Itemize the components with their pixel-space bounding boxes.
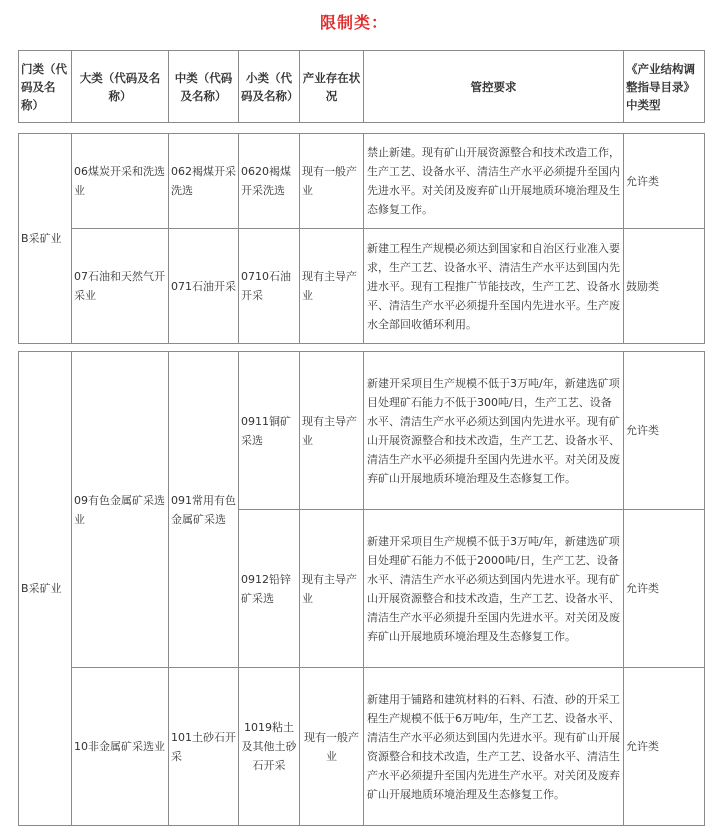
catalog-cell: 允许类	[624, 352, 705, 510]
status-cell: 现有一般产业	[300, 134, 364, 229]
table-row	[19, 352, 705, 510]
header-xiao: 小类（代码及名称）	[239, 51, 300, 123]
header-catalog: 《产业结构调整指导目录》中类型	[624, 51, 705, 123]
header-zhong: 中类（代码及名称）	[169, 51, 239, 123]
xiao-cell: 0912铅锌矿采选	[239, 510, 300, 668]
control-cell: 新建工程生产规模必须达到国家和自治区行业准入要求，生产工艺、设备水平、清洁生产水平达到国内先进水平。现有工程推广节能技改，生产工艺、设备水平、清洁生产水平必须提升至国内先进水平。生产废水全部回收循环利用。	[364, 229, 624, 344]
status-cell: 现有一般产业	[300, 668, 364, 826]
xiao-cell: 0710石油开采	[239, 229, 300, 344]
catalog-cell: 允许类	[624, 668, 705, 826]
table-row	[19, 134, 705, 229]
table-metal-nonmetal	[18, 351, 705, 826]
da-cell: 09有色金属矿采选业	[72, 352, 169, 668]
zhong-cell: 101土砂石开采	[169, 668, 239, 826]
header-control: 管控要求	[364, 51, 624, 123]
zhong-cell: 062褐煤开采洗选	[169, 134, 239, 229]
header-table	[18, 50, 705, 123]
status-cell: 现有主导产业	[300, 229, 364, 344]
da-cell: 07石油和天然气开采业	[72, 229, 169, 344]
header-status: 产业存在状况	[300, 51, 364, 123]
zhong-cell: 071石油开采	[169, 229, 239, 344]
men-cell: B采矿业	[19, 134, 72, 344]
da-cell: 06煤炭开采和洗选业	[72, 134, 169, 229]
header-da: 大类（代码及名称）	[72, 51, 169, 123]
control-cell: 新建用于铺路和建筑材料的石料、石渣、砂的开采工程生产规模不低于6万吨/年，生产工艺、设备水平、清洁生产水平必须达到国内先进水平。现有矿山开展资源整合和技术改造，生产工艺、设备水平、清洁生产水平必须提升至国内先进生产水平。对关闭及废弃矿山开展地质环境治理及生态修复工作。	[364, 668, 624, 826]
table-row	[19, 229, 705, 344]
status-cell: 现有主导产业	[300, 352, 364, 510]
table-row	[19, 668, 705, 826]
control-cell: 禁止新建。现有矿山开展资源整合和技术改造工作，生产工艺、设备水平、清洁生产水平必须提升至国内先进水平。对关闭及废弃矿山开展地质环境治理及生态修复工作。	[364, 134, 624, 229]
xiao-cell: 0620褐煤开采洗选	[239, 134, 300, 229]
header-men: 门类（代码及名称）	[19, 51, 72, 123]
catalog-cell: 允许类	[624, 134, 705, 229]
zhong-cell: 091常用有色金属矿采选	[169, 352, 239, 668]
catalog-cell: 允许类	[624, 510, 705, 668]
xiao-cell: 0911铜矿采选	[239, 352, 300, 510]
control-cell: 新建开采项目生产规模不低于3万吨/年，新建选矿项目处理矿石能力不低于300吨/日，生产工艺、设备水平、清洁生产水平必须达到国内先进水平。现有矿山开展资源整合和技术改造，生产工艺、设备水平、清洁生产水平必须提升至国内先进水平。对关闭及废弃矿山开展地质环境治理及生态修复工作。	[364, 352, 624, 510]
men-cell: B采矿业	[19, 352, 72, 826]
da-cell: 10非金属矿采选业	[72, 668, 169, 826]
control-cell: 新建开采项目生产规模不低于3万吨/年，新建选矿项目处理矿石能力不低于2000吨/日，生产工艺、设备水平、清洁生产水平必须达到国内先进水平。现有矿山开展资源整合和技术改造，生产工艺、设备水平、清洁生产水平必须提升至国内先进水平。对关闭及废弃矿山开展地质环境治理及生态修复工作。	[364, 510, 624, 668]
catalog-cell: 鼓励类	[624, 229, 705, 344]
status-cell: 现有主导产业	[300, 510, 364, 668]
page-title: 限制类：	[319, 13, 388, 32]
xiao-cell: 1019粘土及其他土砂石开采	[239, 668, 300, 826]
table-coal-oil	[18, 133, 705, 344]
